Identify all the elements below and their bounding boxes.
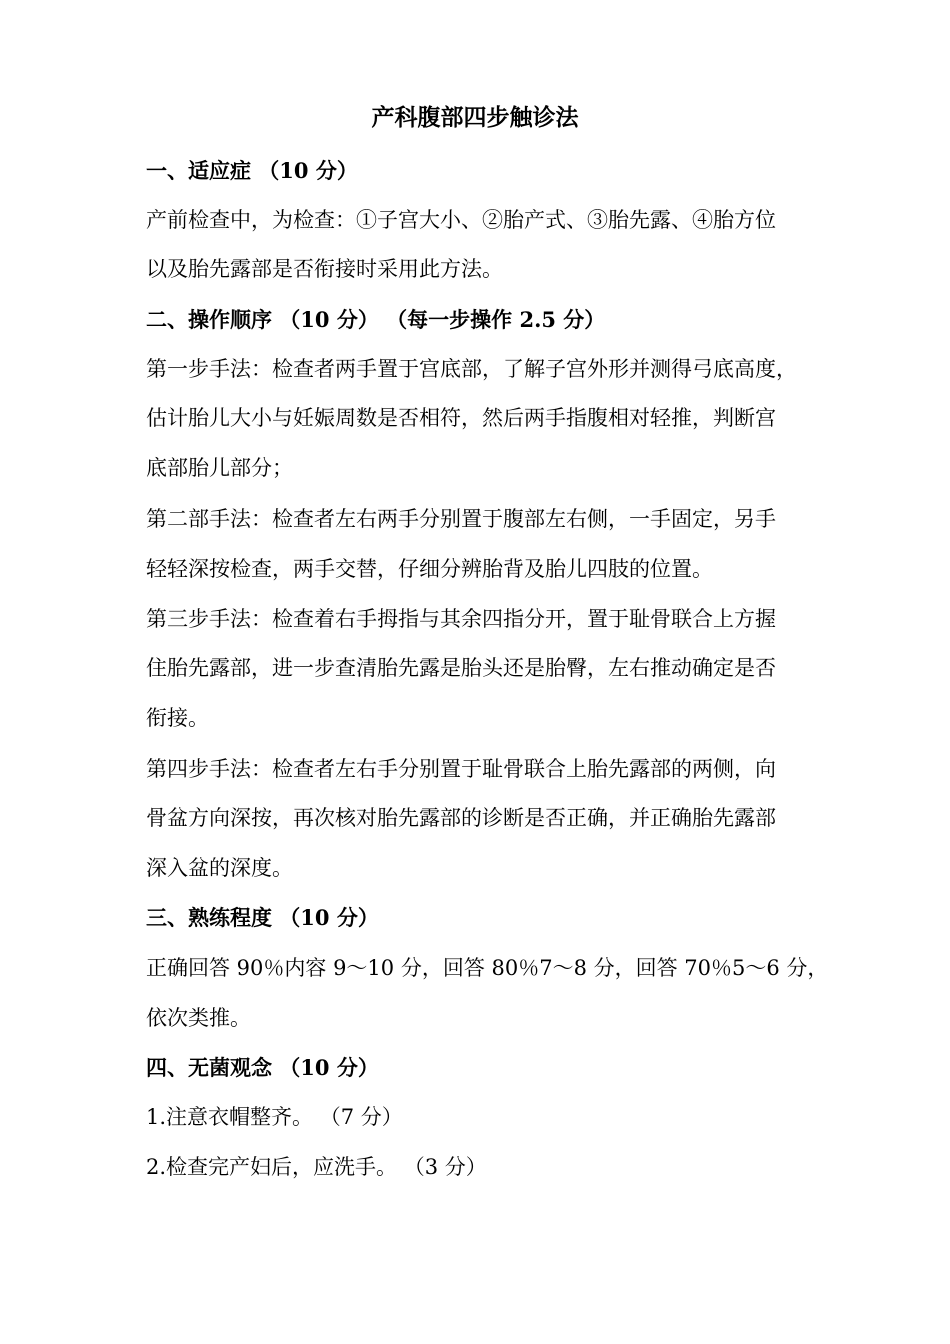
paragraph-line: 以及胎先露部是否衔接时采用此方法。 (146, 257, 503, 281)
paragraph-line: 依次类推。 (146, 1006, 251, 1030)
document-title: 产科腹部四步触诊法 (371, 104, 579, 131)
paragraph-line: 第一步手法：检查者两手置于宫底部，了解子宫外形并测得弓底高度， (146, 357, 797, 381)
paragraph-line: 估计胎儿大小与妊娠周数是否相符，然后两手指腹相对轻推，判断宫 (146, 406, 776, 430)
section-heading-procedure: 二、操作顺序 （10 分） （每一步操作 2.5 分） (146, 307, 606, 332)
paragraph-line: 衔接。 (146, 706, 209, 730)
paragraph-line: 骨盆方向深按，再次核对胎先露部的诊断是否正确，并正确胎先露部 (146, 806, 776, 830)
paragraph-line: 底部胎儿部分； (146, 456, 293, 480)
paragraph-line: 住胎先露部，进一步查清胎先露是胎头还是胎臀，左右推动确定是否 (146, 656, 776, 680)
paragraph-line: 正确回答 90％内容 9～10 分，回答 80％7～8 分，回答 70％5～6 分， (146, 956, 829, 980)
paragraph-line: 1.注意衣帽整齐。 （7 分） (146, 1105, 403, 1129)
section-heading-indications: 一、适应症 （10 分） (146, 158, 358, 183)
paragraph-line: 深入盆的深度。 (146, 856, 293, 880)
paragraph-line: 轻轻深按检查，两手交替，仔细分辨胎背及胎儿四肢的位置。 (146, 557, 713, 581)
section-heading-aseptic: 四、无菌观念 （10 分） (146, 1055, 379, 1080)
paragraph-line: 第二部手法：检查者左右两手分别置于腹部左右侧，一手固定，另手 (146, 507, 776, 531)
paragraph-line: 第三步手法：检查着右手拇指与其余四指分开，置于耻骨联合上方握 (146, 607, 776, 631)
paragraph-line: 第四步手法：检查者左右手分别置于耻骨联合上胎先露部的两侧，向 (146, 757, 776, 781)
section-heading-proficiency: 三、熟练程度 （10 分） (146, 905, 379, 930)
paragraph-line: 产前检查中，为检查：①子宫大小、②胎产式、③胎先露、④胎方位 (146, 208, 776, 232)
paragraph-line: 2.检查完产妇后，应洗手。 （3 分） (146, 1155, 487, 1179)
